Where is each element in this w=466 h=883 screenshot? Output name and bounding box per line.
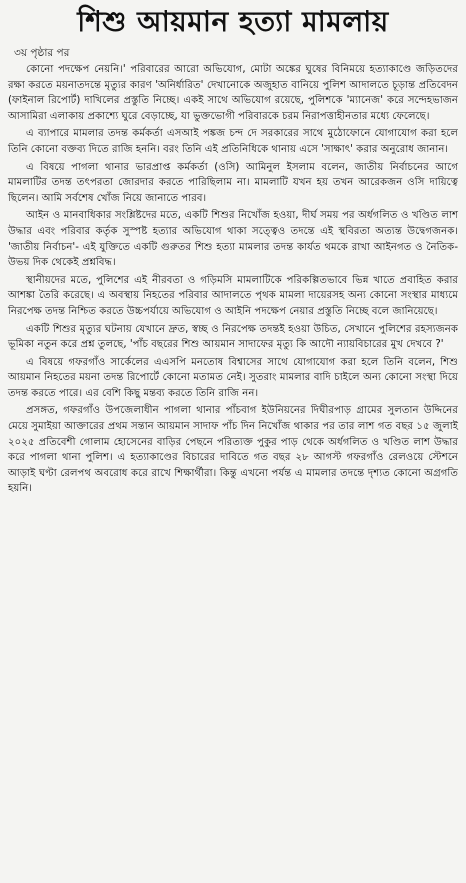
article-paragraph: একটি শিশুর মৃত্যুর ঘটনায় যেখানে দ্রুত, স্বচ্ছ ও নিরপেক্ষ তদন্তই হওয়া উচিত, সেখানে পুলিশের রহস্যজনক ভূমিকা নতুন করে প্রশ্ন তুলছে, 'পাঁচ বছরের শিশু আয়মান সাদাফের মৃত্যু কি আদৌ ন্যায়বিচারের মুখ দেখবে ?'	[8, 323, 458, 351]
article-paragraph: স্থানীয়দের মতে, পুলিশের এই নীরবতা ও গড়িমসি মামলাটিকে পরিকল্পিতভাবে ভিন্ন খাতে প্রবাহিত করার আশঙ্কা তৈরি করেছে। এ অবস্থায় নিহতের পরিবার আদালতে পৃথক মামলা দায়েরসহ অন্য কোনো সংস্থার মাধ্যমে নিরপেক্ষ তদন্ত নিশ্চিত করতে উচ্চপর্যায়ে অভিযোগ ও আইনি পদক্ষেপ নেয়ার প্রস্তুতি নিচ্ছে বলে জানিয়েছে।	[8, 274, 458, 317]
article-paragraph: কোনো পদক্ষেপ নেয়নি।' পরিবারের আরো অভিযোগ, মোটা অঙ্কের ঘুষের বিনিময়ে হত্যাকাণ্ডে জড়িতদের রক্ষা করতে ময়নাতদন্তে মৃত্যুর কারণ 'অনির্ধারিত' দেখানোকে অজুহাত বানিয়ে পুলিশ আদালতে চূড়ান্ত প্রতিবেদন (ফাইনাল রিপোর্ট) দাখিলের প্রস্তুতি নিচ্ছে। একই সাথে অভিযোগ রয়েছে, পুলিশকে 'ম্যানেজ' করে সন্দেহভাজন আসামিরা এলাকায় প্রকাশ্যে ঘুরে বেড়াচ্ছে, যা ভুক্তভোগী পরিবারকে চরম নিরাপত্তাহীনতার মধ্যে ফেলেছে।	[8, 64, 458, 122]
article-paragraph: এ ব্যাপারে মামলার তদন্ত কর্মকর্তা এসআই পঙ্কজ চন্দ দে সরকারের সাথে মুঠোফোনে যোগাযোগ করা হলে তিনি কোনো বক্তব্য দিতে রাজি হননি। বরং তিনি এই প্রতিনিধিকে থানায় এসে 'সাক্ষাৎ' করার অনুরোধ জানান।	[8, 128, 458, 155]
continued-from-label: ৩য় পৃষ্ঠার পর	[14, 47, 70, 59]
article-body	[8, 62, 458, 497]
headline: শিশু আয়মান হত্যা মামলায়	[77, 5, 389, 38]
article-paragraph: এ বিষয়ে গফরগাঁও সার্কেলের এএসপি মনতোষ বিশ্বাসের সাথে যোগাযোগ করা হলে তিনি বলেন, শিশু আয়মান নিহতের ময়না তদন্ত রিপোর্টে কোনো মতামত নেই। সুতরাং মামলার বাদি চাইলে অন্য কোনো সংস্থা দিয়ে তদন্ত করতে পারে। এর বেশি কিছু মন্তব্য করতে তিনি রাজি নন।	[8, 356, 458, 399]
article-paragraph: এ বিষয়ে পাগলা থানার ভারপ্রাপ্ত কর্মকর্তা (ওসি) আমিনুল ইসলাম বলেন, জাতীয় নির্বাচনের আগে মামলাটির তদন্ত তৎপরতা জোরদার করতে পারিছিলাম না। মামলাটি যখন হয় তখন আরেকজন ওসি দায়িত্বে ছিলেন। আমি সর্বশেষ খোঁজ নিয়ে জানাতে পারব।	[8, 161, 458, 204]
article-paragraph: আইন ও মানবাধিকার সংশ্লিষ্টদের মতে, একটি শিশুর নিখোঁজ হওয়া, দীর্ঘ সময় পর অর্ধগলিত ও খণ্ডিত লাশ উদ্ধার এবং পরিবার কর্তৃক সুস্পষ্ট হত্যার অভিযোগ থাকা সত্ত্বেও তদন্তে এই স্থবিরতা অত্যন্ত উদ্বেগজনক। 'জাতীয় নির্বাচন'- এই যুক্তিতে একটি গুরুতর শিশু হত্যা মামলার তদন্ত কার্যত থমকে রাখা আইনগত ও নৈতিক- উভয় দিক থেকেই প্রশ্নবিদ্ধ।	[8, 210, 458, 269]
article-paragraph: প্রসঙ্গত, গফরগাঁও উপজেলাধীন পাগলা থানার পাঁচবাগ ইউনিয়নের দিঘীরপাড় গ্রামের সুলতান উদ্দিনের মেয়ে সুমাইয়া আক্তারের প্রথম সন্তান আয়মান সাদাফ পাঁচ দিন নিখোঁজ থাকার পর তার লাশ গত বছর ১৫ জুলাই ২০২৫ প্রতিবেশী গোলাম হোসেনের বাড়ির পেছনে পরিত্যক্ত পুকুর পাড় থেকে অর্ধগলিত ও খণ্ডিত লাশ উদ্ধার করে পাগলা থানা পুলিশ। এ হত্যাকাণ্ডের বিচারের দাবিতে গত বছর ২৮ আগস্ট গফরগাঁও রেলওয়ে স্টেশনে আড়াই ঘণ্টা রেলপথ অবরোধ করে রাখে শিক্ষার্থীরা। কিন্তু এখনো পর্যন্ত এ মামলার তদন্তে দৃশ্যত কোনো অগ্রগতি হয়নি।	[8, 405, 458, 495]
